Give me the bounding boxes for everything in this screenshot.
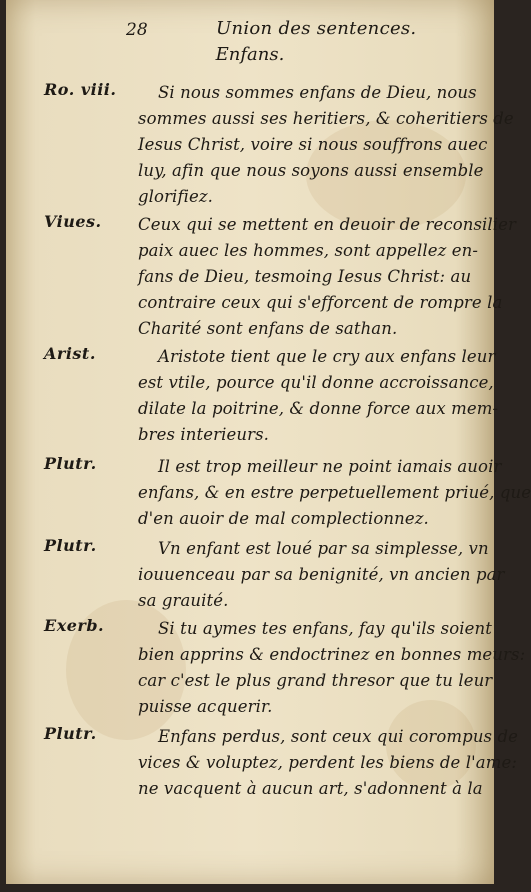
entry-text — [138, 616, 526, 720]
entry-text — [138, 212, 517, 342]
source-label: Plutr. — [44, 536, 97, 555]
text-line: puisse acquerir. — [138, 697, 273, 716]
text-line: bien apprins & endoctrinez en bonnes meurs: — [138, 645, 526, 664]
text-line: contraire ceux qui s'efforcent de rompre la — [138, 293, 503, 312]
source-label: Ro. viii. — [44, 80, 117, 99]
book-page — [6, 0, 531, 884]
text-line: Vn enfant est loué par sa simplesse, vn — [158, 539, 489, 558]
text-line: bres interieurs. — [138, 425, 269, 444]
entry-text — [138, 80, 514, 210]
text-line: enfans, & en estre perpetuellement priué, que — [138, 483, 531, 502]
text-line: sommes aussi ses heritiers, & coheritiers de — [138, 109, 514, 128]
entry-text — [138, 724, 518, 802]
text-line: Iesus Christ, voire si nous souffrons auec — [138, 135, 488, 154]
text-line: iouuenceau par sa benignité, vn ancien par — [138, 565, 505, 584]
text-line: Si nous sommes enfans de Dieu, nous — [158, 83, 477, 102]
source-label: Exerb. — [44, 616, 105, 635]
text-line: Il est trop meilleur ne point iamais auoir — [158, 457, 502, 476]
text-line: dilate la poitrine, & donne force aux mem- — [138, 399, 499, 418]
text-line: Ceux qui se mettent en deuoir de reconsilier — [138, 215, 517, 234]
text-line: d'en auoir de mal complectionnez. — [138, 509, 429, 528]
text-line: fans de Dieu, tesmoing Iesus Christ: au — [138, 267, 472, 286]
text-line: Enfans perdus, sont ceux qui corompus de — [158, 727, 518, 746]
text-line: vices & voluptez, perdent les biens de l'ame: — [138, 753, 517, 772]
source-label: Arist. — [44, 344, 96, 363]
entry-text — [138, 536, 505, 614]
running-head: Union des sentences. — [216, 18, 417, 39]
text-line: glorifiez. — [138, 187, 214, 206]
page-header — [6, 18, 494, 44]
text-line: car c'est le plus grand thresor que tu leur — [138, 671, 493, 690]
source-label: Plutr. — [44, 454, 97, 473]
entry-text — [138, 454, 531, 532]
source-label: Viues. — [44, 212, 102, 231]
text-line: Aristote tient que le cry aux enfans leur — [158, 347, 496, 366]
entry-text — [138, 344, 499, 448]
text-line: ne vacquent à aucun art, s'adonnent à la — [138, 779, 483, 798]
text-line: Charité sont enfans de sathan. — [138, 319, 398, 338]
text-line: paix auec les hommes, sont appellez en- — [138, 241, 479, 260]
text-line: luy, afin que nous soyons aussi ensemble — [138, 161, 484, 180]
page-number: 28 — [126, 20, 148, 40]
source-label: Plutr. — [44, 724, 97, 743]
section-title: Enfans. — [215, 44, 285, 65]
text-line: est vtile, pource qu'il donne accroissance, — [138, 373, 494, 392]
text-line: sa grauité. — [138, 591, 229, 610]
text-line: Si tu aymes tes enfans, fay qu'ils soient — [158, 619, 492, 638]
